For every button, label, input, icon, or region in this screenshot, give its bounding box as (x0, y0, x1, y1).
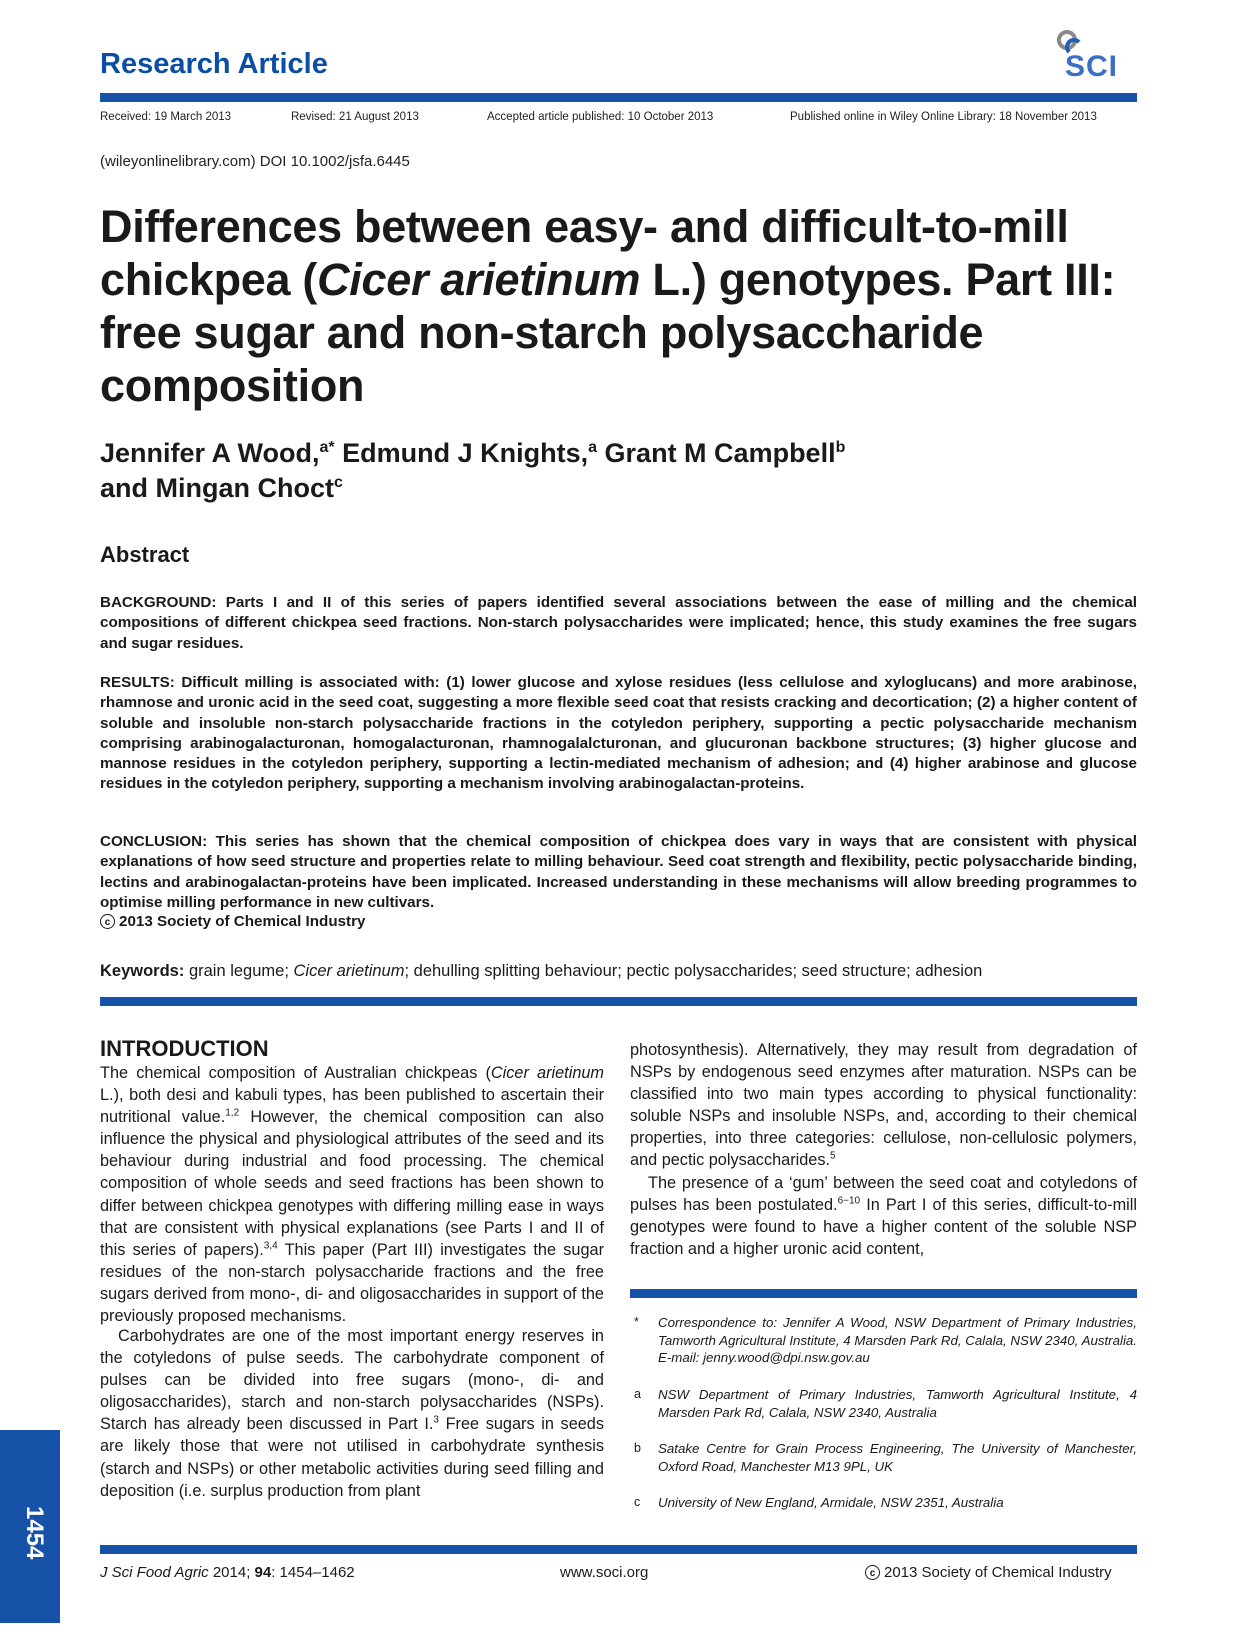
article-type: Research Article (100, 48, 328, 80)
abstract-divider (100, 997, 1137, 1006)
footer-divider (100, 1545, 1137, 1554)
revised-date: Revised: 21 August 2013 (291, 111, 419, 123)
intro-paragraph: The chemical composition of Australian chickpeas (Cicer arietinum L.), both desi and kabuli types, has been published to ascertain their nutritional value.$^{1,2}$ However, the chemical composition can also influence the physical and physiological attributes of the seed and its behaviour during industrial and food processing. The chemical composition of whole seeds and seed fractions has been shown to differ between chickpea genotypes with differing milling ease in ways that are consistent with physical explanations (see Parts I and II of this series of papers).$^{3,4}$ This paper (Part III) investigates the sugar residues of the non-starch polysaccharide fractions and the free sugars derived from mono-, di- and oligosaccharides in support of the previously proposed mechanisms. (100, 1064, 604, 1326)
paper-title: Differences between easy- and difficult-to-mill chickpea (Cicer arietinum L.) genotypes. Part III: free sugar and non-starch polysaccharide composition (100, 201, 1116, 411)
footer-copyright: c 2013 Society of Chemical Industry (865, 1564, 1112, 1581)
citation-superscript: 3 (433, 1414, 439, 1426)
keywords: Keywords: grain legume; Cicer arietinum; dehulling splitting behaviour; pectic polysaccharides; seed structure; adhesion (100, 962, 983, 980)
abstract-results: RESULTS: Difficult milling is associated with: (1) lower glucose and xylose residues (less cellulose and xyloglucans) and more arabinose, rhamnose and uronic acid in the seed coat, suggesting a more flexible seed coat that resists cracking and decortication; (2) a higher content of soluble and insoluble non-starch polysaccharide fractions in the cotyledon periphery, supporting a pectic polysaccharide mechanism comprising arabinogalacturonan, homogalacturonan, rhamnogalalcturonan, and glucuronan backbone structures; (3) higher glucose and mannose residues in the cotyledon periphery, supporting a lectin-mediated mechanism of adhesion; and (4) higher arabinose and glucose residues in the cotyledon periphery, supporting a mechanism involving arabinogalactan-proteins. (100, 674, 1137, 793)
page-number: 1454 (21, 1506, 48, 1560)
footnote-affiliation-a: a NSW Department of Primary Industries, Tamworth Agricultural Institute, 4 Marsden Park Rd, Calala, NSW 2340, Australia (634, 1387, 1137, 1420)
received-date: Received: 19 March 2013 (100, 111, 232, 123)
footnote-divider (630, 1289, 1137, 1298)
copyright-icon: c (100, 914, 115, 929)
footer-website: www.soci.org (560, 1564, 649, 1581)
accepted-date: Accepted article published: 10 October 2013 (487, 111, 714, 123)
citation-superscript: 1,2 (225, 1107, 240, 1119)
logo-text: SCI (1065, 50, 1119, 83)
abstract-copyright: c 2013 Society of Chemical Industry (100, 912, 1137, 932)
abstract-background: BACKGROUND: Parts I and II of this series of papers identified several associations between the ease of milling and the chemical compositions of different chickpea seed fractions. Non-starch polysaccharides were implicated; hence, this study examines the free sugars and sugar residues. (100, 594, 1137, 652)
copyright-icon: c (865, 1565, 880, 1580)
abstract-conclusion: CONCLUSION: This series has shown that the chemical composition of chickpea does vary in ways that are consistent with physical explanations of how seed structure and properties relate to milling behaviour. Seed coat strength and flexibility, pectic polysaccharide binding, lectins and arabinogalactan-proteins have been implicated. Increased understanding in these mechanisms will allow breeding programmes to optimise milling performance in new cultivars. (100, 833, 1137, 911)
intro-paragraph: photosynthesis). Alternatively, they may result from degradation of NSPs by endogenous seed enzymes after maturation. NSPs can be classified into two main types according to physical functionality: soluble NSPs and insoluble NSPs, and, according to their chemical properties, into three categories: cellulose, non-cellulosic polymers, and pectic polysaccharides.$^5$ (630, 1041, 1137, 1170)
intro-paragraph: The presence of a ‘gum’ between the seed coat and cotyledons of pulses has been postulated.$^{6-10}$ In Part I of this series, difficult-to-mill genotypes were found to have a higher content of the soluble NSP fraction and a higher uronic acid content, (630, 1174, 1137, 1259)
published-date: Published online in Wiley Online Library: 18 November 2013 (790, 111, 1097, 123)
author-name: Grant M Campbell (597, 438, 836, 468)
citation-superscript: 5 (830, 1151, 836, 1163)
top-divider (100, 93, 1137, 102)
footer-citation: J Sci Food Agric 2014; 94: 1454–1462 (100, 1564, 355, 1581)
introduction-heading: INTRODUCTION (100, 1036, 269, 1061)
sci-logo (1055, 30, 1135, 85)
abstract-heading: Abstract (100, 542, 190, 567)
intro-paragraph: Carbohydrates are one of the most important energy reserves in the cotyledons of pulse seeds. The carbohydrate component of pulses can be divided into free sugars (mono-, di- and oligosaccharides), starch and non-starch polysaccharides (NSPs). Starch has already been discussed in Part I.$^3$ Free sugars in seeds are likely those that were not utilised in carbohydrate synthesis (starch and NSPs) or other metabolic activities during seed filling and deposition (i.e. surplus production from plant (100, 1327, 604, 1500)
citation-superscript: 6−10 (837, 1195, 861, 1207)
author-name: and Mingan Choct (100, 473, 334, 503)
footnote-correspondence: * Correspondence to: Jennifer A Wood, NSW Department of Primary Industries, Tamworth Agricultural Institute, 4 Marsden Park Rd, Calala, NSW 2340, Australia. E-mail: jenny.wood@dpi.nsw.gov.au (634, 1315, 1137, 1365)
citation-superscript: 3,4 (263, 1240, 278, 1252)
author-name: Edmund J Knights, (334, 438, 589, 468)
page-number-tab (0, 1430, 60, 1623)
footnote-affiliation-c: c University of New England, Armidale, NSW 2351, Australia (634, 1495, 1004, 1510)
footnote-affiliation-b: b Satake Centre for Grain Process Engineering, The University of Manchester, Oxford Road, Manchester M13 9PL, UK (634, 1441, 1137, 1474)
author-name: Jennifer A Wood, (100, 438, 320, 468)
author-list: Jennifer A Wood,$^{a*}$ Edmund J Knights,$^a$ Grant M Campbell$^b$ and Mingan Choct$^c$ (100, 438, 846, 503)
doi: (wileyonlinelibrary.com) DOI 10.1002/jsfa.6445 (100, 153, 410, 170)
